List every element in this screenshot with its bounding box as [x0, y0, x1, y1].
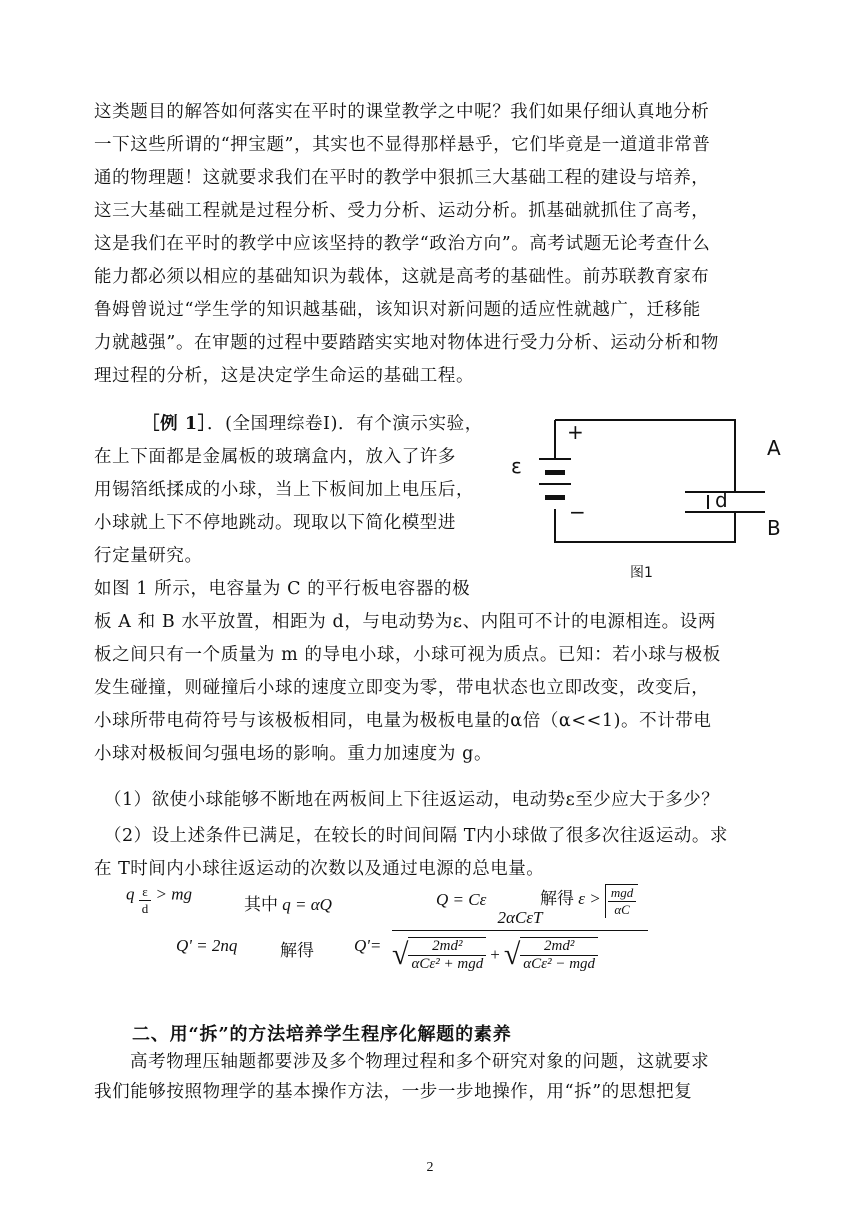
eq-term-1-den: αCε² + mgd: [411, 956, 484, 972]
sqrt-sign: √: [392, 938, 409, 971]
example-first-line: [94, 408, 504, 441]
section2-line: 高考物理压轴题都要涉及多个物理过程和多个研究对象的问题，这就要求: [130, 1052, 710, 1072]
eq-body: Q' = 2nq: [176, 936, 238, 955]
intro-paragraph: [94, 96, 774, 393]
example-line: 板 A 和 B 水平放置，相距为 d，与电动势为ε、内阻可不计的电源相连。设两: [94, 612, 716, 632]
battery-plate-short: [545, 470, 565, 475]
epsilon-label: ε: [511, 454, 522, 478]
intro-line: 这类题目的解答如何落实在平时的课堂教学之中呢？我们如果仔细认真地分析: [94, 102, 710, 122]
circuit-diagram: [505, 412, 795, 582]
intro-line: 这三大基础工程就是过程分析、受力分析、运动分析。抓基础就抓住了高考，: [94, 201, 710, 221]
intro-line: 能力都必须以相应的基础知识为载体，这就是高考的基础性。前苏联教育家布: [94, 267, 710, 287]
eq-frac-num: ε: [139, 884, 152, 901]
intro-line: 理过程的分析，这是决定学生命运的基础工程。: [94, 366, 475, 386]
eq-result-den: [392, 935, 648, 975]
minus-label: −: [569, 500, 586, 524]
equation-result-lhs: [354, 936, 381, 956]
eq-body: Q = Cε: [436, 890, 487, 909]
example-line: 小球对极板间匀强电场的影响。重力加速度为 g。: [94, 744, 493, 764]
equation-result-fraction: [392, 908, 648, 975]
eq-prefix: 解得: [540, 889, 574, 908]
example-line: 小球所带电荷符号与该极板相同，电量为极板电量的α倍（α<<1)。不计带电: [94, 711, 712, 731]
eq-term-1: [408, 937, 486, 973]
eq-prefix: 解得: [280, 941, 314, 960]
figure-caption: 图1: [630, 565, 653, 581]
example-line: ．(全国理综卷Ⅰ)．有个演示实验，: [207, 414, 483, 434]
eq-sqrt-den: αC: [614, 902, 630, 917]
example-line: 如图 1 所示，电容量为 C 的平行板电容器的极: [94, 579, 471, 599]
circuit-figure: [505, 412, 795, 582]
section2-line: 我们能够按照物理学的基本操作方法，一步一步地操作，用“拆”的思想把复: [94, 1082, 693, 1102]
eq-term-2-den: αCε² − mgd: [523, 956, 596, 972]
section2-paragraph: [94, 1047, 774, 1107]
plate-a-label: A: [767, 436, 781, 460]
example-wide-text: [94, 606, 774, 771]
distance-label: d: [715, 488, 728, 512]
intro-line: 通的物理题！这就要求我们在平时的教学中狠抓三大基础工程的建设与培养，: [94, 168, 710, 188]
eq-term-1-num: 2md²: [408, 938, 486, 956]
example-line: 在上下面都是金属板的玻璃盒内，放入了许多: [94, 447, 456, 467]
eq-lhs: Q'=: [354, 936, 382, 955]
eq-term-2: [520, 937, 598, 973]
example-line: 发生碰撞，则碰撞后小球的速度立即变为零，带电状态也立即改变，改变后，: [94, 678, 710, 698]
intro-line: 鲁姆曾说过“学生学的知识越基础，该知识对新问题的适应性就越广，迁移能: [94, 300, 701, 320]
eq-q: q: [126, 884, 135, 904]
eq-body: q = αQ: [282, 895, 332, 914]
eq-term-2-num: 2md²: [520, 938, 598, 956]
eq-result-num: [392, 908, 648, 931]
example-narrow-text: [94, 408, 504, 606]
eq-rhs: > mg: [155, 884, 192, 904]
plus-label: +: [567, 420, 584, 444]
eq-result-num-text: 2αCεT: [497, 908, 543, 927]
question-2-line-2: 在 T时间内小球往返运动的次数以及通过电源的总电量。: [94, 859, 545, 879]
question-2-line-1: （2）设上述条件已满足，在较长的时间间隔 T内小球做了很多次往返运动。求: [104, 826, 728, 846]
plate-b-label: B: [767, 516, 781, 540]
eq-prefix: 其中: [244, 895, 278, 914]
eq-frac-den: d: [141, 901, 149, 916]
intro-line: 一下这些所谓的“押宝题”，其实也不显得那样悬乎，它们毕竟是一道道非常普: [94, 135, 711, 155]
example-line: 板之间只有一个质量为 m 的导电小球，小球可视为质点。已知：若小球与极板: [94, 645, 721, 665]
equation-total-charge: [176, 936, 237, 956]
equation-capacitance: [436, 890, 486, 910]
equation-force-balance: [126, 884, 192, 916]
sqrt-sign: √: [503, 938, 521, 971]
intro-line: 这是我们在平时的教学中应该坚持的教学“政治方向”。高考试题无论考查什么: [94, 234, 711, 254]
equation-result-prefix: [280, 936, 314, 961]
example-line: 小球就上下不停地跳动。现取以下简化模型进: [94, 513, 456, 533]
example-line: 用锡箔纸揉成的小球，当上下板间加上电压后，: [94, 480, 475, 500]
question-1: （1）欲使小球能够不断地在两板间上下往返运动，电动势ε至少应大于多少？: [104, 790, 720, 810]
equation-charge: [244, 890, 332, 915]
battery-plate-short: [545, 495, 565, 500]
eq-plus: +: [490, 945, 500, 964]
eq-sqrt-num: mgd: [608, 885, 636, 902]
eq-fraction: [139, 884, 152, 916]
example-line: 行定量研究。: [94, 546, 203, 566]
eq-body: ε >: [578, 889, 601, 908]
intro-line: 力就越强”。在审题的过程中要踏踏实实地对物体进行受力分析、运动分析和物: [94, 333, 719, 353]
example-tag: ［例 1］: [142, 414, 208, 434]
section-heading: 二、用“拆”的方法培养学生程序化解题的素养: [132, 1024, 512, 1045]
page-number: 2: [426, 1160, 434, 1175]
